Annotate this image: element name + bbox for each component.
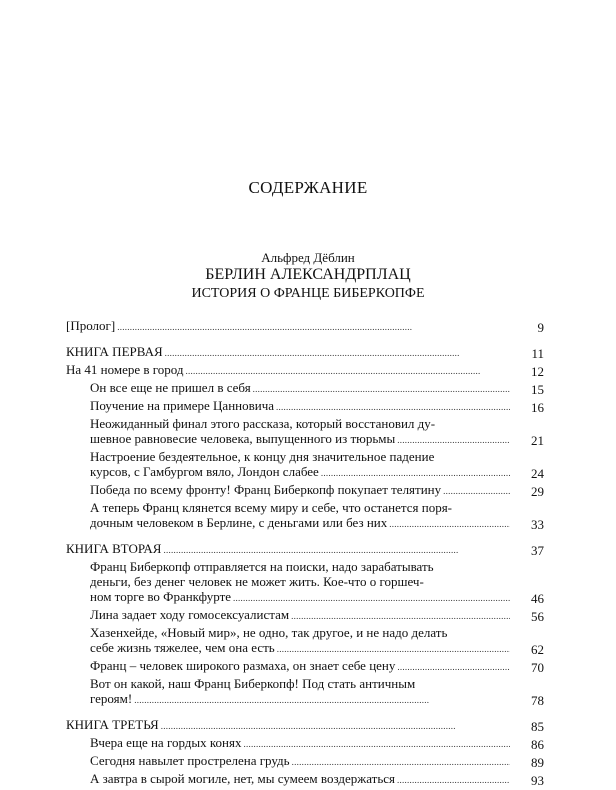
toc-entry-text: Победа по всему фронту! Франц Биберкопф покупает телятину — [90, 482, 442, 497]
toc-section-entry[interactable] — [66, 362, 544, 380]
book-subtitle: ИСТОРИЯ О ФРАНЦЕ БИБЕРКОПФЕ — [191, 286, 425, 301]
dot-leader — [397, 658, 510, 675]
dot-leader — [243, 735, 510, 752]
toc-page-number: 70 — [531, 660, 544, 675]
toc-page-number: 86 — [531, 737, 544, 752]
dot-leader — [292, 753, 510, 770]
toc-entry-text: деньги, без денег человек не может жить. Кое-что о горшеч- — [90, 574, 424, 589]
toc-page-number: 46 — [531, 591, 544, 606]
toc-chapter-entry[interactable] — [66, 416, 544, 449]
toc-entry-text: ном торге во Франкфурте — [90, 589, 232, 604]
toc-chapter-entry[interactable] — [66, 398, 544, 416]
dot-leader — [161, 717, 510, 734]
toc-chapter-entry[interactable] — [66, 559, 544, 607]
toc-chapter-entry[interactable] — [66, 482, 544, 500]
toc-section-entry[interactable] — [66, 717, 544, 735]
dot-leader — [134, 691, 510, 708]
dot-leader — [277, 640, 510, 657]
toc-entry-text: Франц Биберкопф отправляется на поиски, надо зарабатывать — [90, 559, 434, 574]
dot-leader — [163, 541, 510, 558]
toc-page-number: 37 — [531, 543, 544, 558]
toc-entry-text: дочным человеком в Берлине, с деньгами или без них — [90, 515, 388, 530]
toc-chapter-entry[interactable] — [66, 449, 544, 482]
toc-chapter-entry[interactable] — [66, 735, 544, 753]
toc-chapter-entry[interactable] — [66, 771, 544, 789]
toc-page-number: 11 — [531, 346, 544, 361]
toc-chapter-entry[interactable] — [66, 676, 544, 709]
toc-entry-text: Вчера еще на гордых конях — [90, 735, 242, 750]
toc-heading: СОДЕРЖАНИЕ — [248, 178, 368, 197]
toc-entry-text: курсов, с Гамбургом вяло, Лондон слабее — [90, 464, 319, 479]
toc-entry-text: Он все еще не пришел в себя — [90, 380, 251, 395]
dot-leader — [276, 398, 510, 415]
toc-section-entry[interactable] — [66, 344, 544, 362]
toc-entry-text: А завтра в сырой могиле, нет, мы сумеем воздержаться — [90, 771, 396, 786]
toc-chapter-entry[interactable] — [66, 658, 544, 676]
toc-entry-text: КНИГА ВТОРАЯ — [66, 541, 162, 556]
toc-page-number: 15 — [531, 382, 544, 397]
toc-entry-text: [Пролог] — [66, 318, 116, 333]
dot-leader — [291, 607, 510, 624]
toc-page-number: 9 — [537, 320, 544, 335]
toc-chapter-entry[interactable] — [66, 607, 544, 625]
toc-entry-text: шевное равновесие человека, выпущенного из тюрьмы — [90, 431, 396, 446]
dot-leader — [397, 431, 510, 448]
dot-leader — [233, 589, 510, 606]
dot-leader — [165, 344, 510, 361]
toc-entry-text: Поучение на примере Цанновича — [90, 398, 275, 413]
toc-entry-text: КНИГА ПЕРВАЯ — [66, 344, 163, 359]
toc-entry-text: На 41 номере в город — [66, 362, 184, 377]
toc-page-number: 56 — [531, 609, 544, 624]
toc-entry-text: Хазенхейде, «Новый мир», не одно, так другое, и не надо делать — [90, 625, 448, 640]
toc-entry-text: Неожиданный финал этого рассказа, который восстановил ду- — [90, 416, 436, 431]
dot-leader — [186, 362, 510, 379]
toc-section-entry[interactable] — [66, 318, 544, 336]
toc-page-number: 62 — [531, 642, 544, 657]
toc-page-number: 16 — [531, 400, 544, 415]
toc-page-number: 78 — [531, 693, 544, 708]
toc-entry-text: Лина задает ходу гомосексуалистам — [90, 607, 290, 622]
dot-leader — [389, 515, 510, 532]
toc-page-number: 89 — [531, 755, 544, 770]
toc-entry-text: Сегодня навылет прострелена грудь — [90, 753, 290, 768]
toc-group — [66, 541, 544, 709]
toc-entry-text: Вот он какой, наш Франц Биберкопф! Под стать античным — [90, 676, 416, 691]
toc-page-number: 24 — [531, 466, 544, 481]
dot-leader — [253, 380, 510, 397]
toc-group — [66, 318, 544, 336]
book-title: БЕРЛИН АЛЕКСАНДРПЛАЦ — [205, 266, 411, 283]
toc-entry-text: себе жизнь тяжелее, чем она есть — [90, 640, 275, 655]
dot-leader — [443, 482, 510, 499]
toc-page-number: 85 — [531, 719, 544, 734]
toc-group — [66, 717, 544, 789]
toc-entry-text: Настроение бездеятельное, к концу дня значительное падение — [90, 449, 435, 464]
toc-page-number: 33 — [531, 517, 544, 532]
toc-entry-text: героям! — [90, 691, 133, 706]
toc-group — [66, 344, 544, 533]
toc-chapter-entry[interactable] — [66, 753, 544, 771]
toc-chapter-entry[interactable] — [66, 500, 544, 533]
toc-entry-text: А теперь Франц клянется всему миру и себе, что останется поря- — [90, 500, 453, 515]
table-of-contents — [66, 318, 544, 789]
toc-page-number: 21 — [531, 433, 544, 448]
toc-section-entry[interactable] — [66, 541, 544, 559]
dot-leader — [397, 771, 510, 788]
toc-entry-text: КНИГА ТРЕТЬЯ — [66, 717, 159, 732]
toc-page-number: 29 — [531, 484, 544, 499]
toc-page-number: 12 — [531, 364, 544, 379]
toc-chapter-entry[interactable] — [66, 380, 544, 398]
toc-entry-text: Франц – человек широкого размаха, он знает себе цену — [90, 658, 396, 673]
author-name: Альфред Дёблин — [261, 250, 355, 265]
toc-page-number: 93 — [531, 773, 544, 788]
dot-leader — [117, 318, 510, 335]
toc-chapter-entry[interactable] — [66, 625, 544, 658]
dot-leader — [321, 464, 510, 481]
